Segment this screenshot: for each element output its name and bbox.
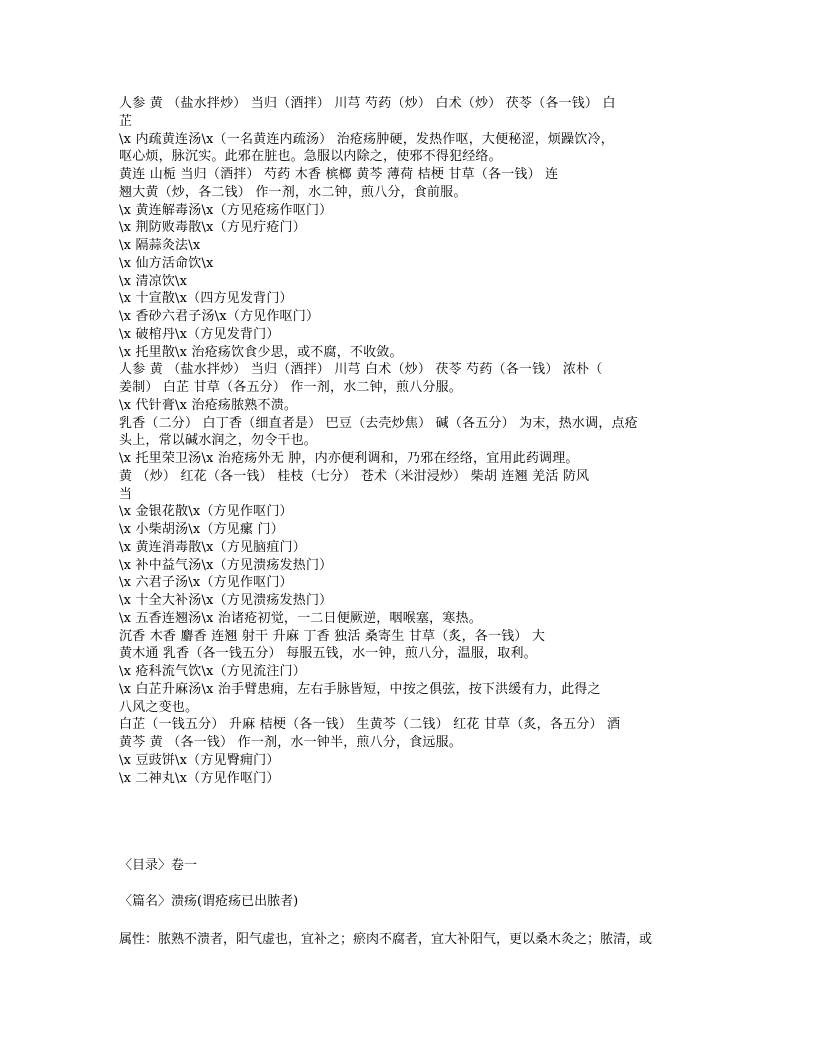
text-line: \x 香砂六君子汤\x（方见作呕门） [119,309,320,324]
text-line: 黄木通 乳香（各一钱五分） 每服五钱，水一钟，煎八分，温服，取利。 [119,646,537,662]
text-line: \x 金银花散\x（方见作呕门） [119,504,293,520]
text-line: 八风之变也。 [119,699,199,715]
text-line: \x 黄连解毒汤\x（方见疮疡作呕门） [119,202,333,218]
text-line: 黄芩 黄 （各一钱） 作一剂，水一钟半，煎八分，食远服。 [119,735,462,750]
text-line: \x 五香连翘汤\x 治诸疮初觉，一二日便厥逆，咽喉塞，寒热。 [119,610,482,626]
text-line: \x 黄连消毒散\x（方见脑疽门） [119,539,306,555]
text-line: 翘大黄（炒，各二钱） 作一剂，水二钟，煎八分，食前服。 [119,184,467,200]
text-line: \x 白芷升麻汤\x 治手臂患痈，左右手脉皆短，中按之俱弦，按下洪缓有力，此得之 [119,681,601,697]
attribute-paragraph: 属性：脓熟不溃者，阳气虚也，宜补之；瘀肉不腐者，宜大补阳气，更以桑木灸之；脓清，或 [119,932,653,947]
text-line: \x 清凉饮\x [119,273,188,289]
text-line: \x 六君子汤\x（方见作呕门） [119,575,293,591]
text-line: 当 [119,486,133,502]
text-line: 芷 [119,113,133,129]
text-line: \x 豆豉饼\x（方见臀痈门） [119,752,280,768]
text-line: \x 十全大补汤\x（方见溃疡发热门） [119,593,333,608]
text-line: 姜制） 白芷 甘草（各五分） 作一剂，水二钟，煎八分服。 [119,380,462,395]
text-line: \x 隔蒜灸法\x [119,238,201,253]
chapter-title: 〈篇名〉溃疡(谓疮疡已出脓者) [119,894,299,909]
text-line: 人参 黄 （盐水拌炒） 当归（酒拌） 川芎 白术（炒） 茯苓 芍药（各一钱） 浓朴（ [119,362,603,378]
text-line: 黄连 山栀 当归（酒拌） 芍药 木香 槟榔 黄芩 薄荷 桔梗 甘草（各一钱） 连 [119,167,559,182]
text-line: 人参 黄 （盐水拌炒） 当归（酒拌） 川芎 芍药（炒） 白术（炒） 茯苓（各一钱） 白 [119,96,616,111]
document-body [119,95,709,787]
text-line: \x 二神丸\x（方见作呕门） [119,770,280,786]
text-line: \x 仙方活命饮\x [119,255,214,271]
text-line: 头上，常以碱水润之，勿令干也。 [119,433,318,449]
text-line: \x 疮科流气饮\x（方见流注门） [119,664,306,679]
text-line: 白芷（一钱五分） 升麻 桔梗（各一钱） 生黄芩（二钱） 红花 甘草（炙，各五分） 酒 [119,717,621,733]
text-line: \x 补中益气汤\x（方见溃疡发热门） [119,557,333,573]
text-line: 乳香（二分） 白丁香（细直者是） 巴豆（去壳炒焦） 碱（各五分） 为末，热水调，点疮 [119,415,638,431]
text-line: \x 代针膏\x 治疮疡脓熟不溃。 [119,397,298,413]
text-line: \x 十宣散\x（四方见发背门） [119,291,293,307]
text-line: \x 托里散\x 治疮疡饮食少思，或不腐，不收敛。 [119,344,403,360]
text-line: \x 托里荣卫汤\x 治疮疡外无 肿，内亦便利调和，乃邪在经络，宜用此药调理。 [119,451,579,466]
text-line: \x 内疏黄连汤\x（一名黄连内疏汤） 治疮疡肿硬，发热作呕，大便秘涩，烦躁饮冷， [119,131,614,147]
text-line: 沉香 木香 麝香 连翘 射干 升麻 丁香 独活 桑寄生 甘草（炙，各一钱） 大 [119,628,546,644]
text-line: \x 破棺丹\x（方见发背门） [119,326,280,342]
toc-heading: 〈目录〉卷一 [119,858,198,873]
text-line: \x 荆防败毒散\x（方见疔疮门） [119,220,306,236]
text-line: 呕心烦，脉沉实。此邪在脏也。急服以内除之，使邪不得犯经络。 [119,149,502,165]
text-line: \x 小柴胡汤\x（方见瘰 门） [119,522,284,537]
text-line: 黄 （炒） 红花（各一钱） 桂枝（七分） 苍术（米泔浸炒） 柴胡 连翘 羌活 防风 [119,468,590,484]
